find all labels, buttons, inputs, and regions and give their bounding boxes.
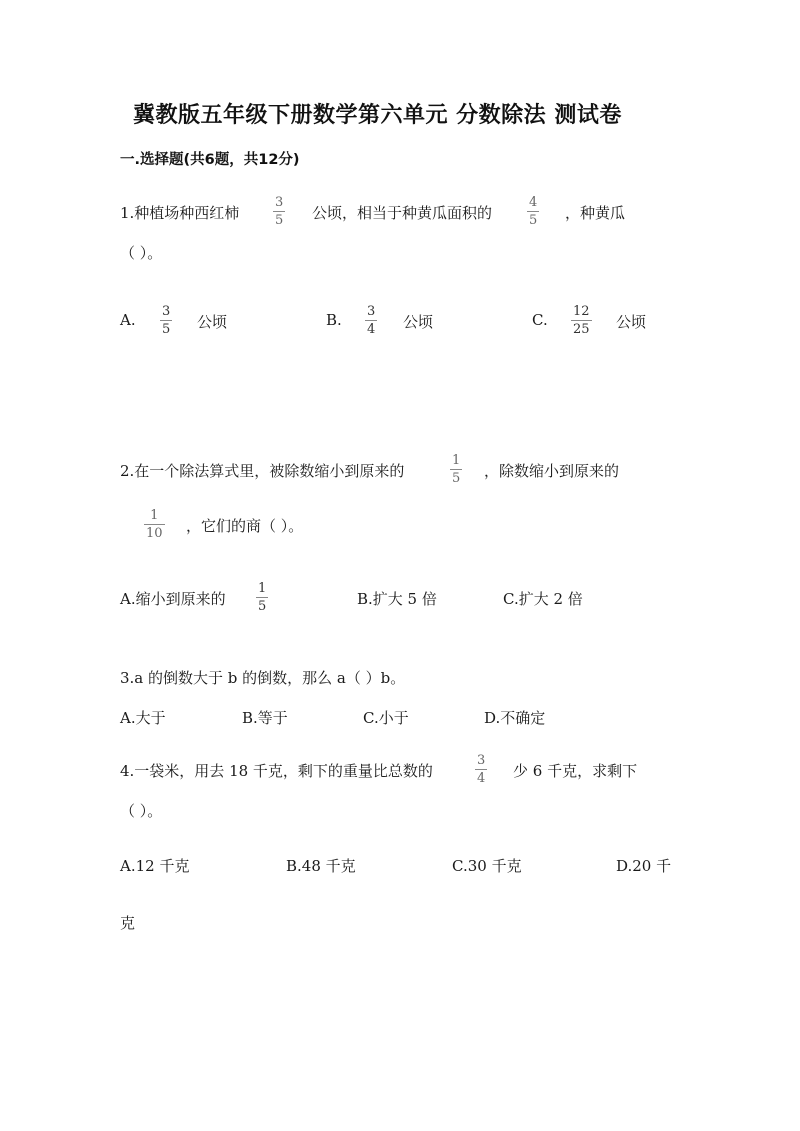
fraction-denominator: 5 bbox=[452, 471, 461, 486]
fraction-numerator: 3 bbox=[275, 195, 284, 210]
question-text: 4.一袋米，用去 18 千克，剩下的重量比总数的 bbox=[120, 762, 433, 780]
question-text: 公顷，相当于种黄瓜面积的 bbox=[312, 204, 493, 222]
question-text: 3.a 的倒数大于 b 的倒数，那么 a（ ）b。 bbox=[120, 669, 406, 687]
option-b: B.等于 bbox=[242, 709, 288, 727]
fraction-denominator: 10 bbox=[146, 526, 163, 541]
option-b: B.48 千克 bbox=[286, 857, 356, 875]
question-text: 少 6 千克，求剩下 bbox=[513, 762, 638, 780]
option-c-unit: 公顷 bbox=[616, 313, 647, 331]
option-c: C.小于 bbox=[363, 709, 409, 727]
option-b-fraction bbox=[365, 305, 377, 336]
page-title: 冀教版五年级下册数学第六单元 分数除法 测试卷 bbox=[133, 103, 622, 128]
option-b-unit: 公顷 bbox=[403, 313, 434, 331]
section-header: 一.选择题(共6题，共12分) bbox=[120, 152, 300, 168]
option-a-unit: 公顷 bbox=[197, 313, 228, 331]
fraction-numerator: 1 bbox=[452, 453, 461, 468]
answer-blank: （ ）。 bbox=[120, 244, 163, 262]
fraction bbox=[273, 196, 285, 227]
fraction-numerator: 3 bbox=[162, 304, 171, 319]
question-text: ，它们的商（ ）。 bbox=[186, 517, 304, 535]
option-c-fraction bbox=[571, 305, 592, 336]
fraction-numerator: 12 bbox=[573, 304, 590, 319]
fraction-denominator: 4 bbox=[367, 322, 376, 337]
option-b: B.扩大 5 倍 bbox=[357, 590, 437, 608]
fraction-denominator: 25 bbox=[573, 322, 590, 337]
fraction-denominator: 5 bbox=[529, 213, 538, 228]
option-d-wrap: 克 bbox=[120, 914, 136, 932]
option-a: A.大于 bbox=[120, 709, 166, 727]
fraction bbox=[475, 754, 487, 785]
answer-blank: （ ）。 bbox=[120, 802, 163, 820]
fraction-numerator: 4 bbox=[529, 195, 538, 210]
fraction bbox=[144, 509, 165, 540]
option-a-label: A. bbox=[120, 311, 136, 329]
fraction-numerator: 3 bbox=[477, 753, 486, 768]
option-a-fraction bbox=[256, 582, 268, 613]
fraction bbox=[450, 454, 462, 485]
option-d: D.不确定 bbox=[484, 709, 546, 727]
option-a: A.缩小到原来的 bbox=[120, 590, 226, 608]
fraction-denominator: 4 bbox=[477, 771, 486, 786]
option-a-fraction bbox=[160, 305, 172, 336]
fraction-denominator: 5 bbox=[275, 213, 284, 228]
fraction-denominator: 5 bbox=[258, 599, 267, 614]
fraction-numerator: 1 bbox=[150, 508, 159, 523]
option-a: A.12 千克 bbox=[120, 857, 190, 875]
question-text: ，除数缩小到原来的 bbox=[484, 462, 620, 480]
option-c: C.扩大 2 倍 bbox=[503, 590, 583, 608]
option-c: C.30 千克 bbox=[452, 857, 522, 875]
option-c-label: C. bbox=[532, 311, 548, 329]
question-text: 2.在一个除法算式里，被除数缩小到原来的 bbox=[120, 462, 405, 480]
fraction bbox=[527, 196, 539, 227]
option-b-label: B. bbox=[326, 311, 342, 329]
fraction-denominator: 5 bbox=[162, 322, 171, 337]
fraction-numerator: 1 bbox=[258, 581, 267, 596]
question-text: ，种黄瓜 bbox=[565, 204, 626, 222]
fraction-numerator: 3 bbox=[367, 304, 376, 319]
option-d: D.20 千 bbox=[616, 857, 672, 875]
question-text: 1.种植场种西红柿 bbox=[120, 204, 240, 222]
